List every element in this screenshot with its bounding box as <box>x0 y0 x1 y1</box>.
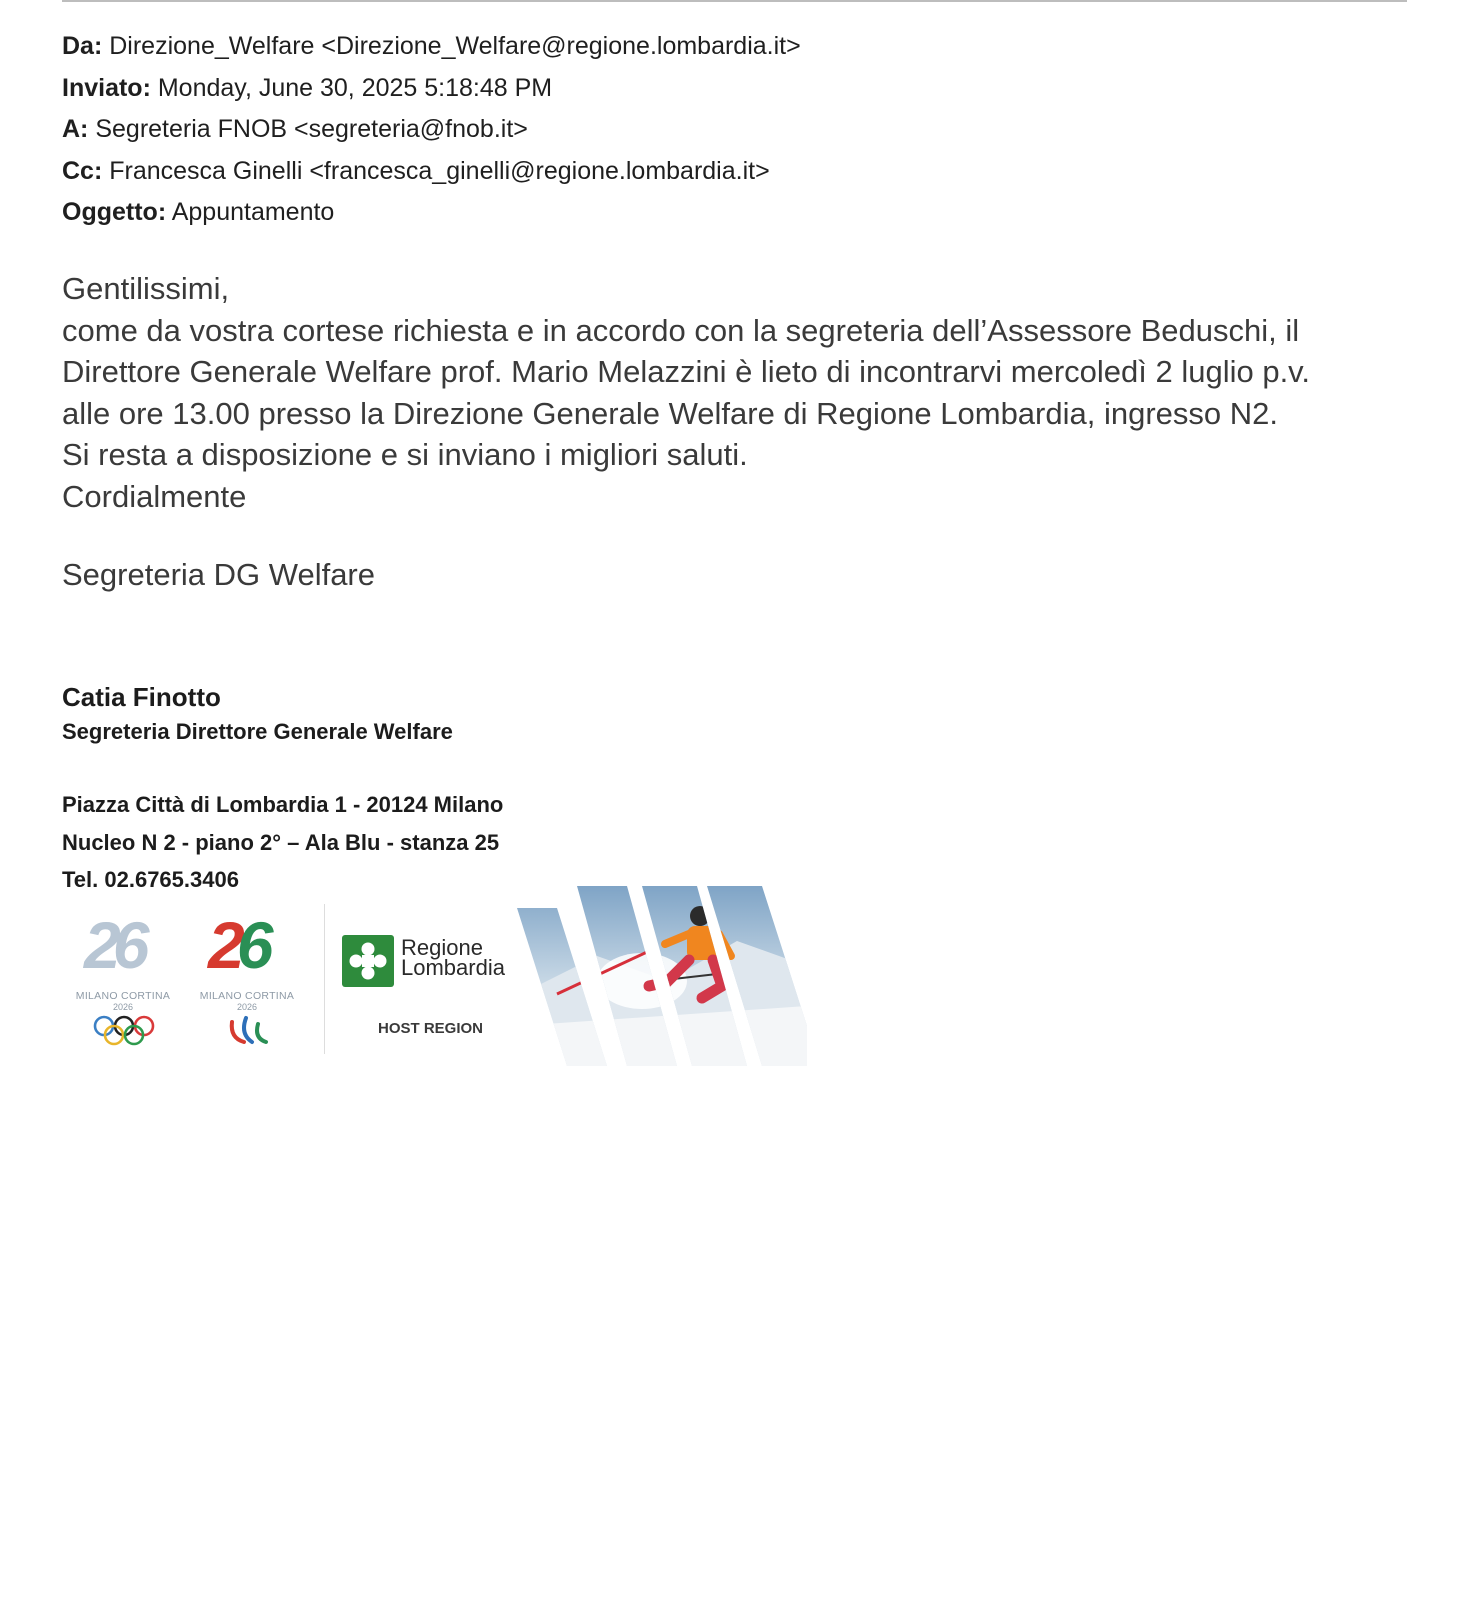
olympic-mark: 26 <box>84 908 142 982</box>
cc-row <box>62 151 801 193</box>
paralympic-year: 2026 <box>236 1002 258 1012</box>
body-line: Direttore Generale Welfare prof. Mario Melazzini è lieto di incontrarvi mercoledì 2 luglio p.v. <box>62 354 1310 390</box>
subject-row <box>62 192 801 234</box>
to-value: Segreteria FNOB <segreteria@fnob.it> <box>95 115 528 143</box>
host-region-label: HOST REGION <box>378 1020 484 1037</box>
paralympic-agitos-icon <box>186 1012 308 1052</box>
body-line: come da vostra cortese richiesta e in accordo con la segreteria dell’Assessore Beduschi, il <box>62 312 1300 348</box>
top-rule <box>62 0 1407 2</box>
sent-row <box>62 68 801 110</box>
cc-label: Cc: <box>62 156 103 185</box>
body-line-greeting: Gentilissimi, <box>62 271 230 306</box>
logo-banner <box>62 900 822 1090</box>
milano-cortina-olympic-logo <box>62 910 184 1060</box>
signature-role: Segreteria Direttore Generale Welfare <box>62 719 453 744</box>
signature-address <box>62 786 503 899</box>
regione-lombardia-cross-icon <box>342 935 394 987</box>
olympic-rings-icon <box>62 1012 184 1052</box>
signature-block <box>62 680 503 899</box>
paralympic-mark: 26 <box>208 908 266 982</box>
body-closing: Segreteria DG Welfare <box>62 556 375 592</box>
from-value: Direzione_Welfare <Direzione_Welfare@regione.lombardia.it> <box>109 32 801 60</box>
olympic-year: 2026 <box>112 1002 134 1012</box>
regione-lombardia-logo <box>342 935 527 1055</box>
signature-name: Catia Finotto <box>62 682 221 712</box>
region-name-line1: Regione <box>401 935 483 960</box>
body-line-signoff: Cordialmente <box>62 478 247 514</box>
region-name-line2: Lombardia <box>401 955 505 980</box>
subject-label: Oggetto: <box>62 198 167 226</box>
sent-label: Inviato: <box>62 73 151 102</box>
from-label: Da: <box>62 32 103 60</box>
email-body <box>62 268 1412 595</box>
to-label: A: <box>62 115 89 143</box>
body-line: alle ore 13.00 presso la Direzione Generale Welfare di Regione Lombardia, ingresso N2. <box>62 395 1278 431</box>
olympic-brand: MILANO CORTINA <box>75 990 171 1002</box>
sent-value: Monday, June 30, 2025 5:18:48 PM <box>157 73 553 102</box>
milano-cortina-paralympic-logo <box>186 910 308 1060</box>
paralympic-brand: MILANO CORTINA <box>199 990 295 1002</box>
address-line: Piazza Città di Lombardia 1 - 20124 Milano <box>62 792 504 817</box>
body-line: Si resta a disposizione e si inviano i migliori saluti. <box>62 437 748 473</box>
email-header <box>62 26 801 234</box>
from-row <box>62 26 801 68</box>
cc-value: Francesca Ginelli <francesca_ginelli@regione.lombardia.it> <box>109 156 770 185</box>
logo-divider <box>324 904 325 1054</box>
phone-line: Tel. 02.6765.3406 <box>62 867 239 892</box>
address-line: Nucleo N 2 - piano 2° – Ala Blu - stanza 25 <box>62 829 500 855</box>
skier-photo <box>517 886 807 1066</box>
subject-value: Appuntamento <box>171 198 335 226</box>
to-row <box>62 109 801 151</box>
